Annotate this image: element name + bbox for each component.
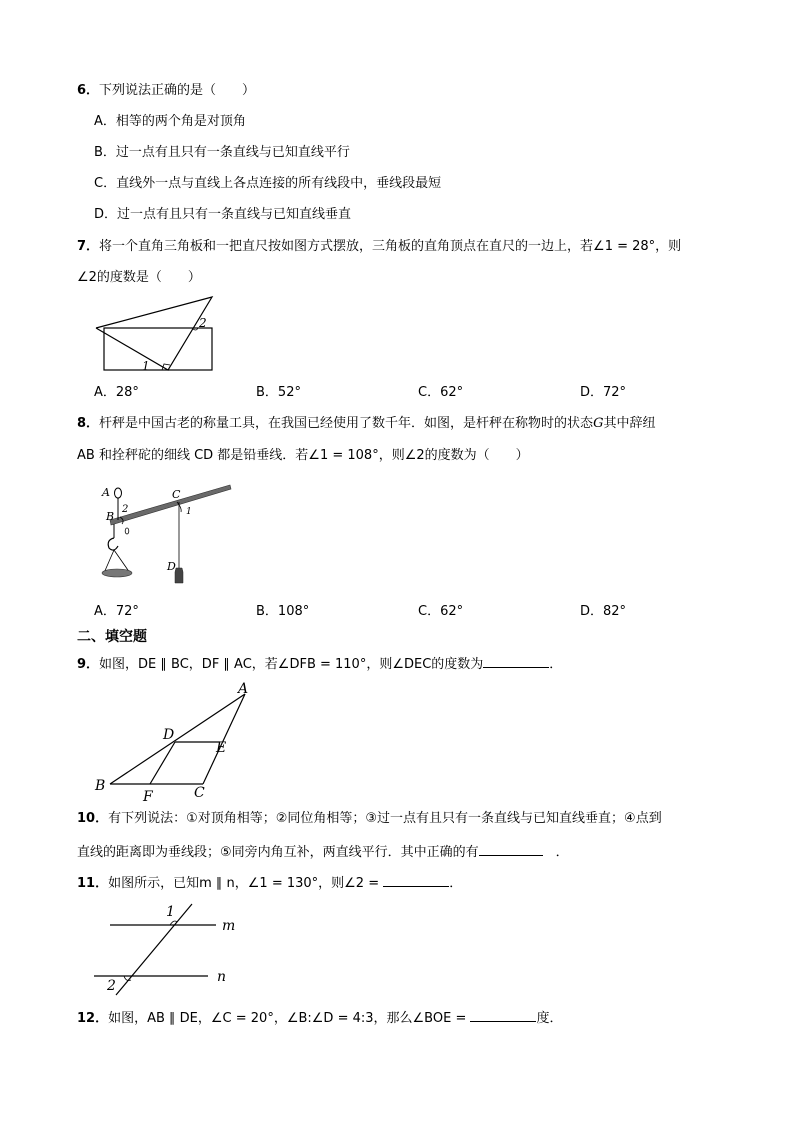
q9-label-f: F (143, 789, 153, 805)
q7-label-2: 2 (199, 316, 207, 330)
q8-stem-line1 (77, 414, 655, 434)
q8-number: 8． (77, 416, 100, 431)
q9-label-c: C (194, 785, 205, 801)
q8-label-d: D (167, 560, 176, 573)
q9-label-b: B (95, 778, 106, 794)
q6-number: 6． (77, 83, 100, 98)
q8-italic-g: G (593, 416, 604, 431)
q11-stem (77, 872, 462, 894)
q12-number: 12． (77, 1011, 109, 1026)
q9-tail: ． (549, 657, 563, 672)
q11-label-2: 2 (107, 978, 116, 994)
section-heading-fill-blank: 二、填空题 (77, 629, 147, 645)
q7-number: 7． (77, 239, 100, 254)
q6-text: 下列说法正确的是（ ） (99, 83, 256, 98)
q10-number: 10． (77, 811, 109, 826)
q8-label-a: A (102, 486, 110, 499)
q9-label-a: A (238, 681, 249, 697)
q10-stem-line1 (77, 809, 662, 829)
q9-label-d: D (163, 727, 175, 743)
q8-text-1: 杆秤是中国古老的称量工具，在我国已经使用了数千年．如图，是杆秤在称物时的状态 (99, 416, 594, 431)
q12-answer-blank[interactable] (470, 1007, 536, 1022)
q11-figure (90, 900, 240, 998)
q7-stem-line1 (77, 237, 681, 257)
q6-option-c: C．直线外一点与直线上各点连接的所有线段中，垂线段最短 (94, 176, 442, 191)
q10-text-1: 有下列说法：①对顶角相等；②同位角相等；③过一点有且只有一条直线与已知直线垂直；④点到 (108, 811, 662, 826)
q10-tail: ． (542, 845, 569, 860)
q8-option-b: B．108° (256, 604, 310, 619)
q12-stem (77, 1007, 563, 1029)
q12-text: 如图，AB ∥ DE，∠C = 20°，∠B:∠D = 4:3，那么∠BOE = (108, 1011, 467, 1026)
q8-label-1: 1 (186, 507, 192, 517)
q6-option-d: D．过一点有且只有一条直线与已知直线垂直 (94, 207, 352, 222)
q9-figure (92, 678, 260, 804)
q8-label-c: C (172, 488, 181, 501)
q11-label-1: 1 (166, 904, 175, 920)
q7-option-b: B．52° (256, 385, 301, 400)
q8-figure (96, 480, 236, 585)
q11-text: 如图所示，已知m ∥ n，∠1 = 130°，则∠2 = (108, 876, 380, 891)
q11-number: 11． (77, 876, 109, 891)
q7-stem-line2: ∠2的度数是（ ） (77, 270, 201, 285)
q7-text-1: 将一个直角三角板和一把直尺按如图方式摆放，三角板的直角顶点在直尺的一边上，若∠1 = 28°，则 (99, 239, 682, 254)
q11-label-m: m (222, 918, 236, 934)
q7-option-a: A．28° (94, 385, 139, 400)
q11-label-n: n (217, 969, 227, 985)
q9-label-e: E (216, 740, 227, 756)
q9-text: 如图，DE ∥ BC，DF ∥ AC，若∠DFB = 110°，则∠DEC的度数为 (99, 657, 484, 672)
q6-option-a: A．相等的两个角是对顶角 (94, 114, 246, 129)
q7-label-1: 1 (142, 359, 150, 373)
q9-number: 9． (77, 657, 100, 672)
q8-text-1-tail: 其中辞纽 (603, 416, 656, 431)
q9-answer-blank[interactable] (483, 653, 549, 668)
q11-answer-blank[interactable] (383, 872, 449, 887)
q10-text-2: 直线的距离即为垂线段；⑤同旁内角互补，两直线平行．其中正确的有 (77, 845, 479, 860)
q7-option-c: C．62° (418, 385, 464, 400)
q12-tail: 度． (536, 1011, 563, 1026)
q7-option-d: D．72° (580, 385, 627, 400)
q8-option-a: A．72° (94, 604, 139, 619)
q11-tail: ． (449, 876, 463, 891)
q9-stem (77, 653, 562, 675)
q8-option-c: C．62° (418, 604, 464, 619)
q10-answer-blank[interactable] (479, 841, 543, 856)
q7-figure (92, 292, 217, 374)
q8-label-2: 2 (122, 504, 129, 515)
q8-stem-line2: AB 和拴秤砣的细线 CD 都是铅垂线．若∠1 = 108°，则∠2的度数为（ ） (77, 448, 529, 463)
q8-option-d: D．82° (580, 604, 627, 619)
triangle (96, 297, 212, 370)
q6-option-b: B．过一点有且只有一条直线与已知直线平行 (94, 145, 350, 160)
q10-stem-line2 (77, 841, 569, 863)
q8-label-b: B (106, 510, 115, 523)
q6-stem (77, 81, 255, 101)
